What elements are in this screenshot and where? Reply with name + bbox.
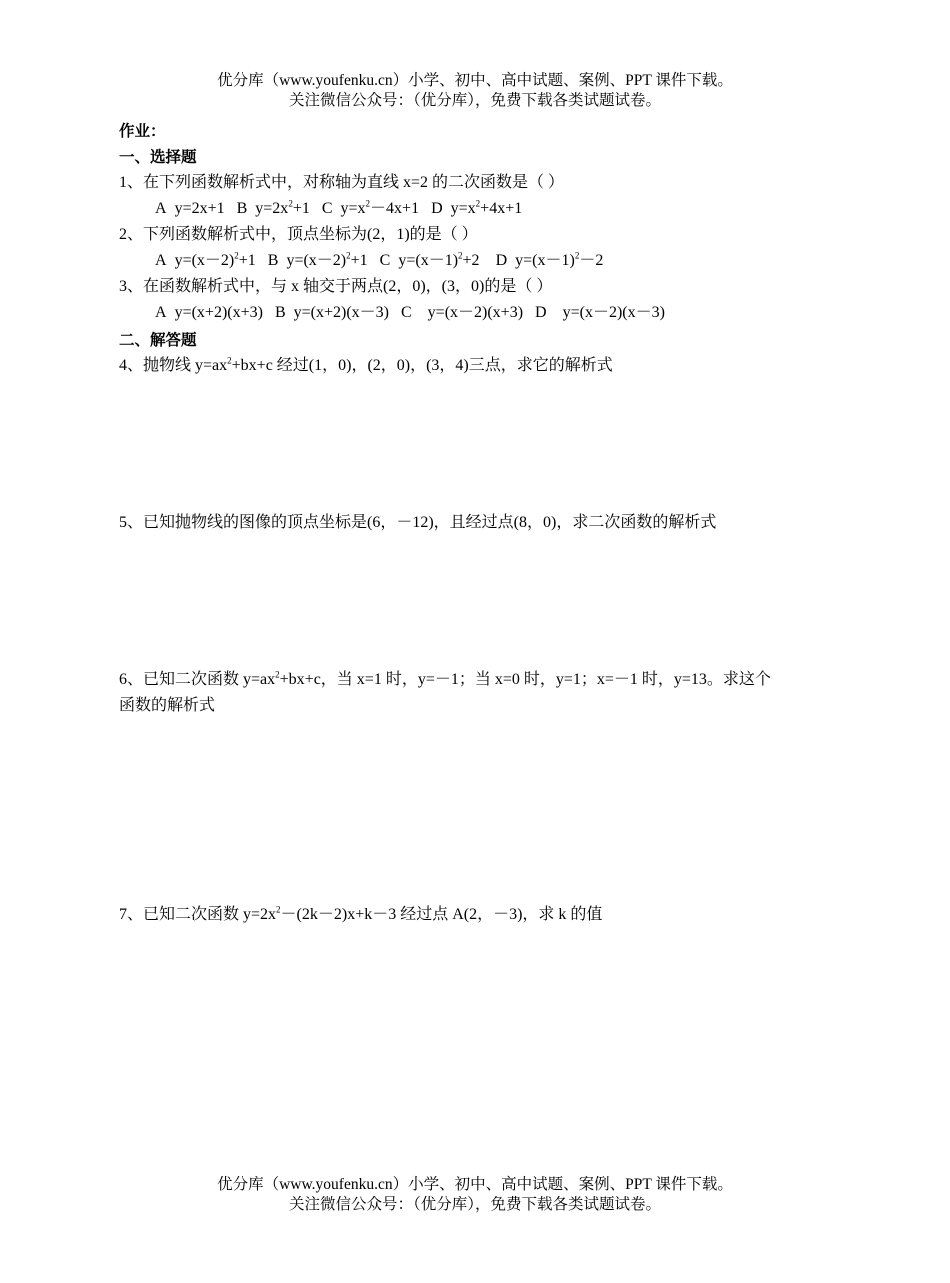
question-6-line-2: 函数的解析式 <box>119 697 216 714</box>
question-3-stem: 3、在函数解析式中，与 x 轴交于两点(2，0)，(3，0)的是（ ） <box>119 278 553 295</box>
question-1-stem: 1、在下列函数解析式中，对称轴为直线 x=2 的二次函数是（ ） <box>119 174 565 191</box>
q2-option-b: B $y=(x-2)^2+1$ <box>267 250 368 269</box>
question-1-options <box>155 198 522 220</box>
question-2-options <box>155 250 603 272</box>
homework-title: 作业： <box>119 122 166 140</box>
footer-line-1: 优分库（www.youfenku.cn）小学、初中、高中试题、案例、PPT 课件下载。 <box>217 1176 733 1193</box>
q1-option-d: D $y=x^2+4x+1$ <box>431 198 523 217</box>
q2-option-d: D $y=(x-1)^2-2$ <box>495 250 604 269</box>
question-5: 5、已知抛物线的图像的顶点坐标是(6，－12)，且经过点(8，0)，求二次函数的解析式 <box>119 514 717 531</box>
page-header <box>0 71 950 111</box>
q3-option-b: B y=(x+2)(x－3) <box>274 304 389 321</box>
header-line-2: 关注微信公众号：（优分库），免费下载各类试题试卷。 <box>288 92 661 109</box>
q3-option-d: D y=(x－2)(x－3) <box>535 304 665 321</box>
q1-option-a: A y=2x+1 <box>155 200 225 217</box>
q3-option-a: A y=(x+2)(x+3) <box>155 304 263 321</box>
q2-option-a: A $y=(x-2)^2+1$ <box>155 250 256 269</box>
q3-option-c: C y=(x－2)(x+3) <box>401 304 524 321</box>
question-6-line-1: 6、已知二次函数 $y=ax^2+bx+c$，当 x=1 时，y=－1；当 x=0 时，y=1；x=－1 时，y=13。求这个 <box>119 669 771 688</box>
question-2-stem: 2、下列函数解析式中，顶点坐标为(2，1)的是（ ） <box>119 226 478 243</box>
question-4: 4、抛物线 $y=ax^2+bx+c$ 经过(1，0)，(2，0)，(3，4)三点，求它的解析式 <box>119 355 613 374</box>
question-7: 7、已知二次函数 $y=2x^2-(2k-2)x+k-3$ 经过点 A(2，－3)，求 k 的值 <box>119 904 603 923</box>
page-footer <box>0 1175 950 1215</box>
question-3-options <box>155 302 665 324</box>
q2-option-c: C $y=(x-1)^2+2$ <box>379 250 480 269</box>
section-1-title: 一、选择题 <box>119 148 197 166</box>
footer-line-2: 关注微信公众号：（优分库），免费下载各类试题试卷。 <box>288 1196 661 1213</box>
q1-option-c: C $y=x^2-4x+1$ <box>321 198 420 217</box>
header-line-1: 优分库（www.youfenku.cn）小学、初中、高中试题、案例、PPT 课件下载。 <box>217 72 733 89</box>
section-2-title: 二、解答题 <box>119 331 197 349</box>
q1-option-b: B $y=2x^2+1$ <box>236 198 310 217</box>
